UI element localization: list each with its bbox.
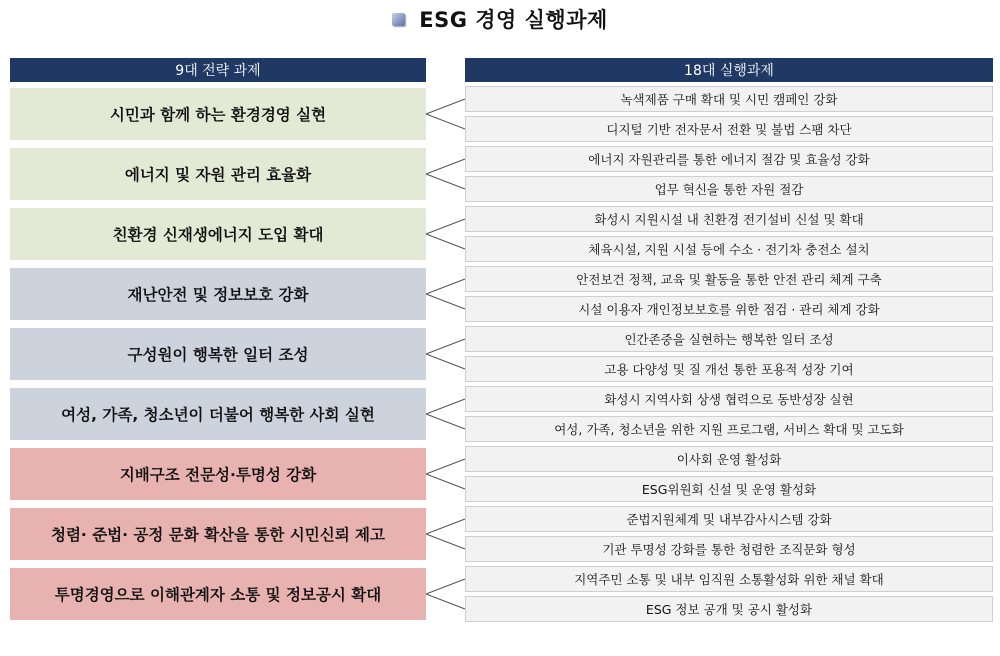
connector-line [426, 519, 465, 534]
task-box [465, 326, 993, 352]
task-box [465, 266, 993, 292]
task-box [465, 296, 993, 322]
task-label: 에너지 자원관리를 통한 에너지 절감 및 효율성 강화 [588, 152, 870, 167]
strategy-box [10, 268, 426, 320]
connector-line [426, 354, 465, 369]
task-box [465, 116, 993, 142]
connector-line [426, 399, 465, 414]
connector-line [426, 159, 465, 174]
strategy-label: 친환경 신재생에너지 도입 확대 [112, 226, 324, 244]
task-label: 지역주민 소통 및 내부 임직원 소통활성화 위한 채널 확대 [574, 572, 884, 587]
task-header: 18대 실행과제 [465, 58, 993, 82]
task-box [465, 446, 993, 472]
task-label: 디지털 기반 전자문서 전환 및 불법 스팸 차단 [606, 122, 852, 137]
strategy-box [10, 208, 426, 260]
task-label: ESG위원회 신설 및 운영 활성화 [641, 482, 817, 497]
connector-line [426, 534, 465, 549]
task-box [465, 536, 993, 562]
strategy-box [10, 448, 426, 500]
strategy-label: 구성원이 행복한 일터 조성 [127, 346, 309, 364]
task-label: 이사회 운영 활성화 [676, 452, 782, 467]
task-box [465, 596, 993, 622]
task-label: 기관 투명성 강화를 통한 청렴한 조직문화 형성 [602, 542, 856, 557]
strategy-header: 9대 전략 과제 [10, 58, 426, 82]
strategy-label: 청렴· 준법· 공정 문화 확산을 통한 시민신뢰 제고 [50, 526, 386, 544]
strategy-box [10, 388, 426, 440]
strategy-label: 지배구조 전문성·투명성 강화 [119, 466, 317, 484]
strategy-box [10, 568, 426, 620]
task-label: 안전보건 정책, 교육 및 활동을 통한 안전 관리 체계 구축 [576, 272, 882, 287]
strategy-box [10, 508, 426, 560]
connector-line [426, 579, 465, 594]
connector-line [426, 114, 465, 129]
connector-line [426, 414, 465, 429]
task-box [465, 206, 993, 232]
task-label: 여성, 가족, 청소년을 위한 지원 프로그램, 서비스 확대 및 고도화 [554, 422, 904, 437]
task-box [465, 476, 993, 502]
connector-line [426, 339, 465, 354]
connector-line [426, 459, 465, 474]
strategy-label: 여성, 가족, 청소년이 더불어 행복한 사회 실현 [61, 406, 375, 424]
task-box [465, 416, 993, 442]
connector-line [426, 234, 465, 249]
task-label: 업무 혁신을 통한 자원 절감 [654, 182, 804, 197]
task-box [465, 356, 993, 382]
task-label: 화성시 지역사회 상생 협력으로 동반성장 실현 [604, 392, 854, 407]
task-label: ESG 정보 공개 및 공시 활성화 [645, 602, 813, 617]
connector-line [426, 174, 465, 189]
strategy-label: 에너지 및 자원 관리 효율화 [124, 166, 312, 184]
task-label: 화성시 지원시설 내 친환경 전기설비 신설 및 확대 [594, 212, 864, 227]
task-label: 체육시설, 지원 시설 등에 수소 · 전기차 충전소 설치 [588, 242, 870, 257]
connector-line [426, 294, 465, 309]
connector-line [426, 474, 465, 489]
task-box [465, 386, 993, 412]
task-box [465, 566, 993, 592]
task-label: 고용 다양성 및 질 개선 통한 포용적 성장 기여 [604, 362, 854, 377]
connector-line [426, 219, 465, 234]
task-label: 인간존중을 실현하는 행복한 일터 조성 [624, 332, 834, 347]
task-label: 준법지원체계 및 내부감사시스템 강화 [626, 512, 832, 527]
strategy-label: 시민과 함께 하는 환경경영 실현 [109, 106, 327, 124]
strategy-label: 재난안전 및 정보보호 강화 [127, 286, 309, 304]
task-box [465, 146, 993, 172]
connector-line [426, 99, 465, 114]
task-label: 시설 이용자 개인정보보호를 위한 점검 · 관리 체계 강화 [578, 302, 880, 317]
task-box [465, 236, 993, 262]
title-text: ESG 경영 실행과제 [419, 8, 608, 32]
task-box [465, 86, 993, 112]
task-label: 녹색제품 구매 확대 및 시민 캠페인 강화 [620, 92, 838, 107]
connector-line [426, 279, 465, 294]
connector-line [426, 594, 465, 609]
task-box [465, 176, 993, 202]
strategy-box [10, 148, 426, 200]
strategy-box [10, 88, 426, 140]
task-box [465, 506, 993, 532]
strategy-label: 투명경영으로 이해관계자 소통 및 정보공시 확대 [54, 586, 382, 604]
strategy-box [10, 328, 426, 380]
